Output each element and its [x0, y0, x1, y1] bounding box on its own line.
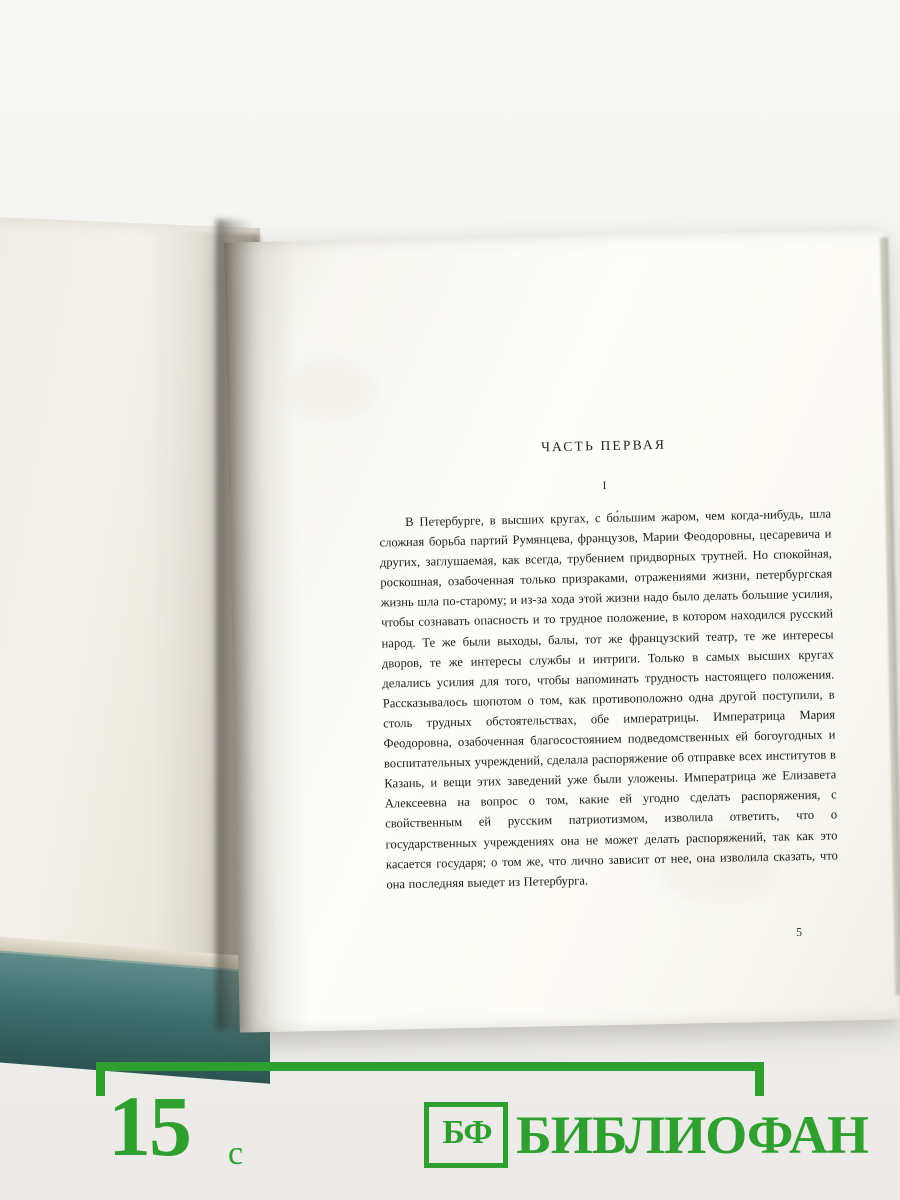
logo-wordmark: БИБЛИОФАН — [516, 1105, 868, 1165]
book-spine-gutter — [216, 219, 254, 1031]
chapter-number: I — [602, 479, 607, 493]
price-value: 15 — [108, 1078, 190, 1174]
part-title: ЧАСТЬ ПЕРВАЯ — [540, 436, 667, 455]
watermark-banner — [0, 1040, 900, 1200]
banner-rule — [96, 1062, 764, 1071]
logo-monogram: БФ — [442, 1114, 492, 1151]
page-text-block — [378, 434, 839, 895]
price-currency: с — [228, 1135, 244, 1172]
banner-rule-cap-left — [96, 1062, 105, 1096]
paper-grain — [287, 360, 378, 422]
page-number: 5 — [795, 924, 803, 940]
banner-rule-cap-right — [755, 1062, 764, 1096]
body-paragraph: В Петербурге, в высших кругах, с бо́льшим жаром, чем когда-нибудь, шла сложная борьба партий Румянцева, французов, Марии Феодоровны, цесаревича и других, заглушаемая, как всегда, трубением придворных трутней. Но спокойная, роскошная, озабоченная только призраками, отражениями жизни, петербургская жизнь шла по-старому; и из-за хода этой жизни надо было делать большие усилия, чтобы сознавать опасность и то трудное положение, в котором находился русский народ. Те же были выходы, балы, тот же французский театр, те же интересы дворов, те же интересы службы и интриги. Только в самых высших кругах делались усилия для того, чтобы напоминать трудность настоящего положения. Рассказывалось шопотом о том, как противоположно одна другой поступили, в столь трудных обстоятельствах, обе императрицы. Императрица Мария Феодоровна, озабоченная благосостоянием подведомственных ей богоугодных и воспитательных учреждений, сделала распоряжение об отправке всех институтов в Казань, и вещи этих заведений уже были уложены. Императрица же Елизавета Алексеевна на вопрос о том, какие ей угодно сделать распоряжения, с свойственным ей русским патриотизмом, изволила ответить, что о государственных учреждениях она не может делать распоряжений, так как это касается государя; о том же, что лично зависит от нее, она изволила сказать, что она последняя выедет из Петербурга. — [379, 506, 839, 892]
